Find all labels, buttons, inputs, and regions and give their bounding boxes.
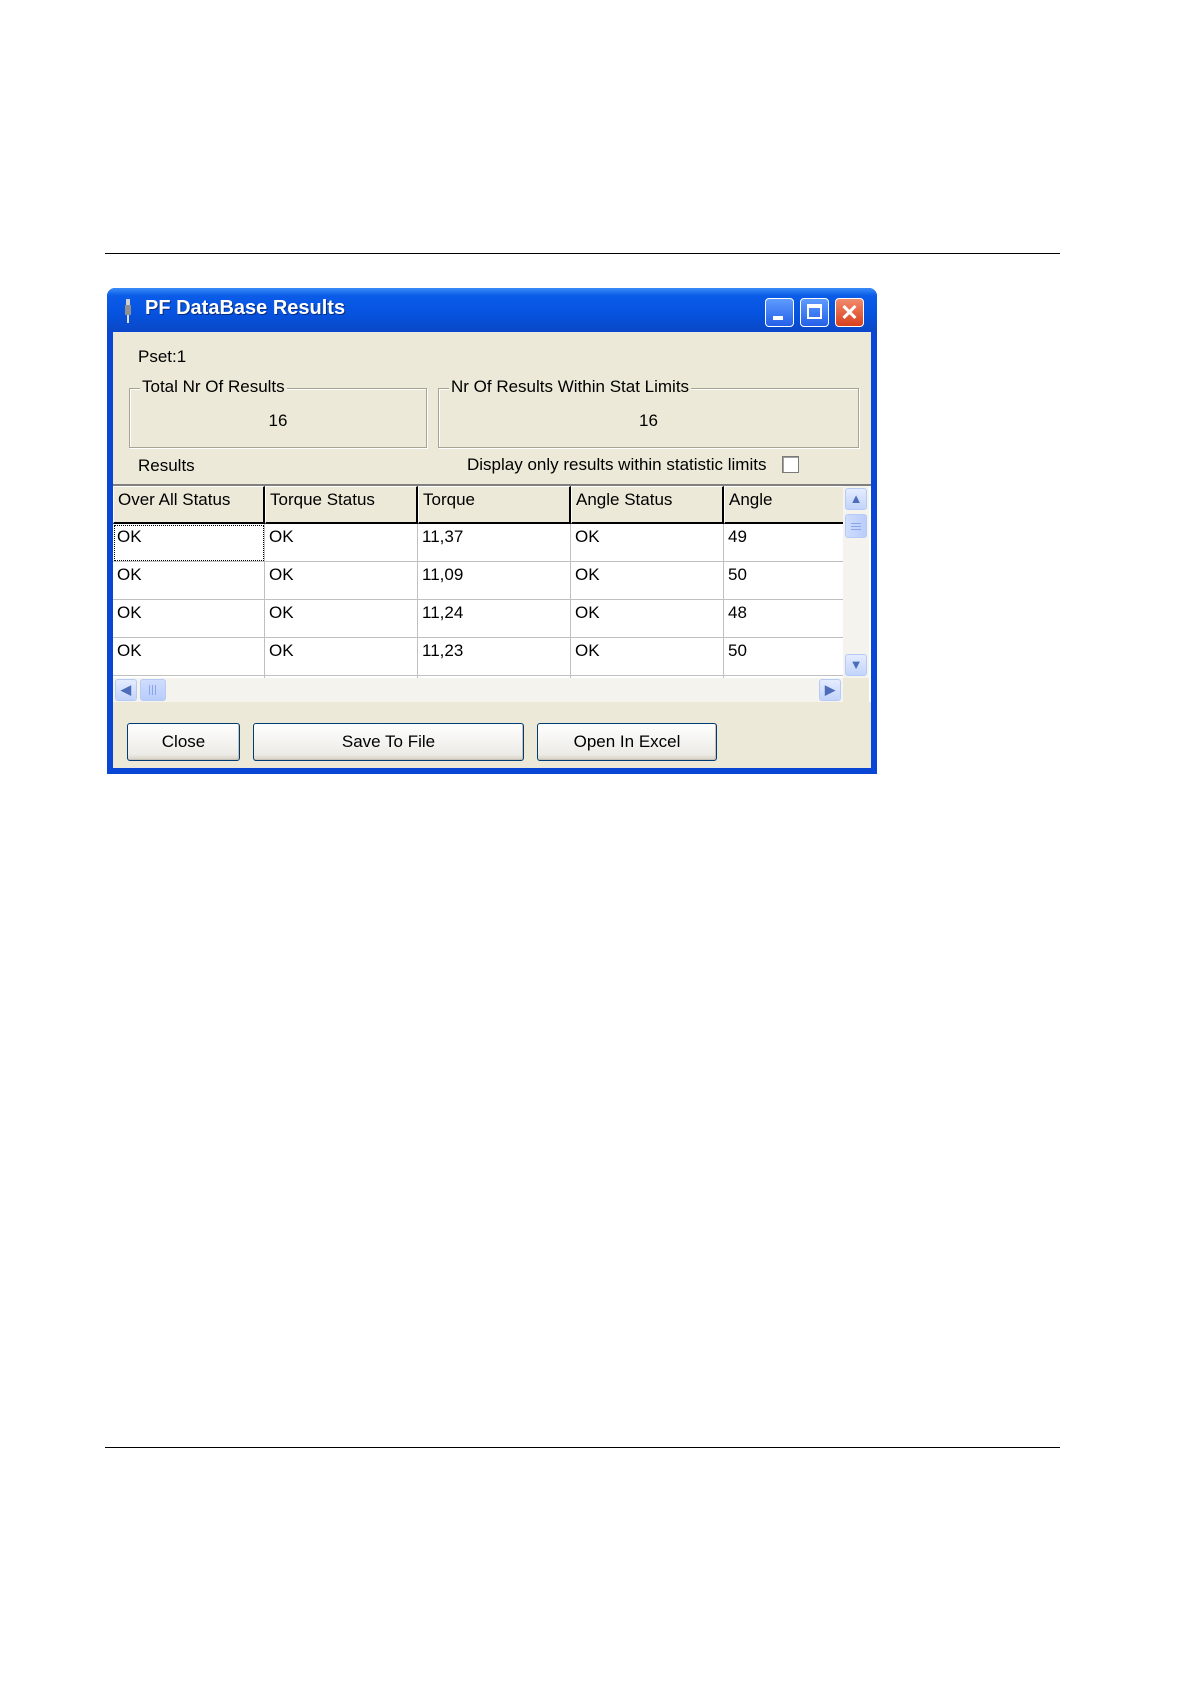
chevron-left-icon: ◀ <box>121 682 131 697</box>
horizontal-scroll-thumb[interactable] <box>140 679 166 701</box>
chevron-down-icon: ▼ <box>849 657 863 672</box>
results-grid-viewport <box>113 486 843 678</box>
page-bottom-rule <box>105 1447 1060 1448</box>
chevron-up-icon: ▲ <box>849 491 863 506</box>
table-cell[interactable]: OK <box>571 600 724 638</box>
window-close-button[interactable] <box>835 298 864 327</box>
table-cell[interactable]: 11,09 <box>418 562 571 600</box>
chevron-right-icon: ▶ <box>825 682 835 697</box>
minimize-icon <box>773 316 783 320</box>
vertical-scroll-thumb[interactable] <box>845 514 867 538</box>
pf-database-results-window <box>107 288 877 774</box>
table-cell[interactable]: 11,37 <box>418 524 571 562</box>
table-cell[interactable]: OK <box>113 562 265 600</box>
close-icon: ✕ <box>840 300 859 325</box>
tool-icon <box>123 299 133 323</box>
table-cell[interactable]: OK <box>265 638 418 676</box>
column-header[interactable]: Over All Status <box>113 486 265 524</box>
table-cell[interactable]: OK <box>571 562 724 600</box>
table-cell[interactable]: OK <box>265 562 418 600</box>
close-button[interactable]: Close <box>127 723 240 761</box>
column-header[interactable]: Torque <box>418 486 571 524</box>
column-header[interactable]: Angle Status <box>571 486 724 524</box>
results-grid[interactable] <box>113 484 871 702</box>
table-cell[interactable]: 50 <box>724 562 843 600</box>
scroll-up-button[interactable] <box>845 488 867 510</box>
table-cell[interactable]: 11,24 <box>418 600 571 638</box>
table-cell[interactable]: OK <box>265 524 418 562</box>
table-cell[interactable]: OK <box>113 524 265 562</box>
total-results-legend: Total Nr Of Results <box>142 377 285 396</box>
table-cell[interactable]: OK <box>113 600 265 638</box>
column-header[interactable]: Torque Status <box>265 486 418 524</box>
maximize-button[interactable] <box>800 298 829 327</box>
total-results-group <box>129 377 427 448</box>
pset-label: Pset:1 <box>138 347 187 366</box>
scroll-right-button[interactable] <box>819 679 841 701</box>
table-cell[interactable]: 50 <box>724 638 843 676</box>
scroll-down-button[interactable] <box>845 654 867 676</box>
table-cell[interactable]: 48 <box>724 600 843 638</box>
maximize-icon <box>807 304 822 319</box>
window-title: PF DataBase Results <box>145 297 346 319</box>
vertical-scrollbar[interactable] <box>843 486 869 678</box>
scrollbar-corner <box>843 678 869 702</box>
title-bar[interactable] <box>107 288 877 331</box>
results-label: Results <box>138 456 195 475</box>
table-cell[interactable]: OK <box>265 600 418 638</box>
horizontal-scrollbar[interactable] <box>113 678 843 702</box>
filter-checkbox[interactable] <box>782 456 799 473</box>
minimize-button[interactable] <box>765 298 794 327</box>
dialog-client-area <box>113 332 871 768</box>
total-results-value: 16 <box>268 411 288 430</box>
table-cell[interactable]: 49 <box>724 524 843 562</box>
filter-checkbox-label: Display only results within statistic limits <box>467 455 767 474</box>
page-top-rule <box>105 253 1060 254</box>
column-header[interactable]: Angle <box>724 486 843 524</box>
scroll-left-button[interactable] <box>115 679 137 701</box>
save-to-file-button[interactable]: Save To File <box>253 723 524 761</box>
open-in-excel-button[interactable]: Open In Excel <box>537 723 717 761</box>
table-cell[interactable]: OK <box>571 524 724 562</box>
within-limits-value: 16 <box>639 411 658 430</box>
within-limits-legend: Nr Of Results Within Stat Limits <box>451 377 690 396</box>
table-cell[interactable]: 11,23 <box>418 638 571 676</box>
table-cell[interactable]: OK <box>113 638 265 676</box>
within-limits-group <box>438 377 859 448</box>
table-cell[interactable]: OK <box>571 638 724 676</box>
